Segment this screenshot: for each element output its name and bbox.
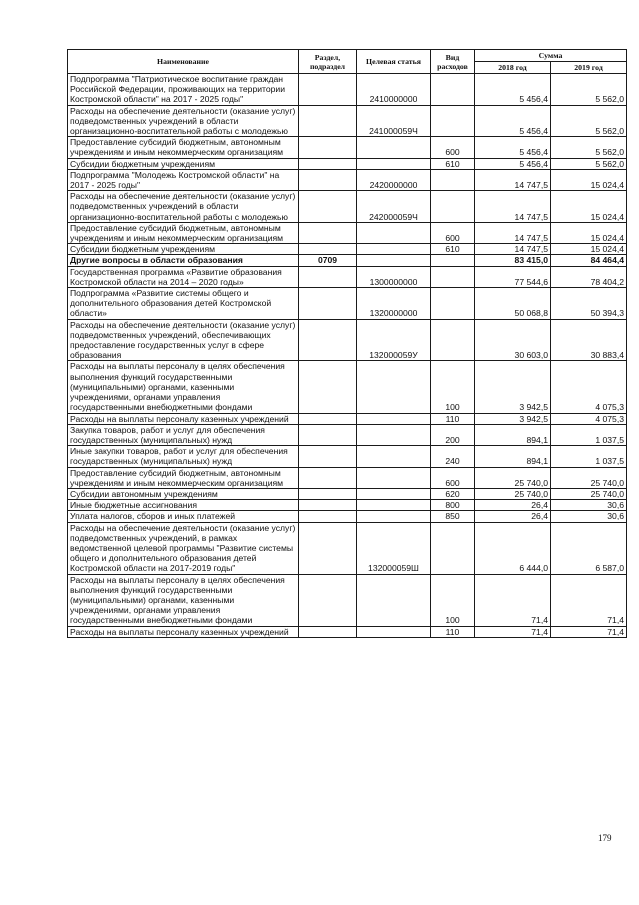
table-row [68,361,627,413]
cell-name: Подпрограмма "Молодежь Костромской области" на 2017 - 2025 годы" [68,169,299,190]
cell-section [299,319,357,361]
table-row [68,500,627,511]
cell-target [357,467,431,488]
cell-name: Подпрограмма «Развитие системы общего и дополнительного образования детей Костромской области» [68,288,299,320]
cell-kind [431,255,475,266]
cell-name: Расходы на выплаты персоналу в целях обеспечения выполнения функций государственными (муниципальными) органами, казенными учреждениями, органами управления государственными внебюджетными фондами [68,574,299,626]
cell-kind: 600 [431,222,475,243]
cell-section [299,288,357,320]
table-row [68,522,627,574]
cell-target [357,244,431,255]
table-row [68,511,627,522]
cell-2019: 50 394,3 [551,288,627,320]
cell-section [299,488,357,499]
cell-2019: 1 037,5 [551,424,627,445]
table-row [68,266,627,287]
header-target: Целевая статья [357,50,431,74]
cell-section [299,137,357,158]
cell-target: 2410000000 [357,74,431,106]
cell-kind [431,191,475,223]
cell-2019: 71,4 [551,626,627,637]
cell-kind [431,105,475,137]
cell-name: Расходы на обеспечение деятельности (оказание услуг) подведомственных учреждений, в рамках ведомственной целевой программы "Развитие системы общего и дополнительного образования детей Костромской области на 2017-2019 годы" [68,522,299,574]
cell-2018: 3 942,5 [475,361,551,413]
cell-2018: 14 747,5 [475,169,551,190]
table-row [68,288,627,320]
cell-kind: 600 [431,467,475,488]
header-sum: Сумма [475,50,627,62]
cell-kind: 110 [431,626,475,637]
cell-name: Предоставление субсидий бюджетным, автономным учреждениям и иным некоммерческим организациям [68,467,299,488]
cell-section [299,574,357,626]
cell-kind [431,266,475,287]
cell-2018: 26,4 [475,500,551,511]
cell-2019: 30 883,4 [551,319,627,361]
table-header [68,50,627,74]
cell-name: Подпрограмма "Патриотическое воспитание граждан Российской Федерации, проживающих на территории Костромской области" на 2017 - 2025 годы" [68,74,299,106]
cell-name: Расходы на обеспечение деятельности (оказание услуг) подведомственных учреждений в области организационно-воспитательной работы с молодежью [68,191,299,223]
cell-section [299,511,357,522]
cell-target [357,488,431,499]
cell-2018: 30 603,0 [475,319,551,361]
cell-section [299,424,357,445]
cell-2019: 5 562,0 [551,137,627,158]
cell-name: Субсидии бюджетным учреждениям [68,244,299,255]
cell-2019: 71,4 [551,574,627,626]
table-row [68,244,627,255]
cell-kind [431,74,475,106]
table-row [68,158,627,169]
cell-2018: 71,4 [475,626,551,637]
cell-2019: 5 562,0 [551,74,627,106]
cell-target [357,511,431,522]
cell-2019: 15 024,4 [551,222,627,243]
table-row [68,105,627,137]
cell-name: Расходы на выплаты персоналу в целях обеспечения выполнения функций государственными (муниципальными) органами, казенными учреждениями, органами управления государственными внебюджетными фондами [68,361,299,413]
cell-2018: 25 740,0 [475,467,551,488]
page-number: 179 [598,833,612,843]
cell-name: Расходы на обеспечение деятельности (оказание услуг) подведомственных учреждений в области организационно-воспитательной работы с молодежью [68,105,299,137]
cell-kind: 610 [431,158,475,169]
cell-2019: 6 587,0 [551,522,627,574]
cell-target [357,413,431,424]
cell-section [299,361,357,413]
cell-section [299,626,357,637]
table-row [68,446,627,467]
cell-name: Закупка товаров, работ и услуг для обеспечения государственных (муниципальных) нужд [68,424,299,445]
cell-target [357,361,431,413]
table-row [68,413,627,424]
cell-name: Субсидии автономным учреждениям [68,488,299,499]
cell-target [357,626,431,637]
cell-2018: 26,4 [475,511,551,522]
cell-section [299,169,357,190]
cell-kind: 200 [431,424,475,445]
cell-target: 2420000000 [357,169,431,190]
cell-kind: 620 [431,488,475,499]
cell-2019: 25 740,0 [551,488,627,499]
cell-section [299,222,357,243]
cell-2019: 5 562,0 [551,105,627,137]
cell-2018: 50 068,8 [475,288,551,320]
cell-2019: 78 404,2 [551,266,627,287]
cell-target [357,158,431,169]
cell-name: Государственная программа «Развитие образования Костромской области на 2014 – 2020 годы» [68,266,299,287]
cell-name: Уплата налогов, сборов и иных платежей [68,511,299,522]
table-row [68,74,627,106]
cell-2018: 14 747,5 [475,222,551,243]
cell-name: Расходы на выплаты персоналу казенных учреждений [68,413,299,424]
cell-name: Расходы на обеспечение деятельности (оказание услуг) подведомственных учреждений, обеспечивающих предоставление государственных услуг в сфере образования [68,319,299,361]
cell-section [299,266,357,287]
cell-kind: 100 [431,574,475,626]
cell-2019: 84 464,4 [551,255,627,266]
cell-kind: 600 [431,137,475,158]
cell-target [357,137,431,158]
cell-2019: 1 037,5 [551,446,627,467]
cell-kind [431,169,475,190]
cell-target: 1320000000 [357,288,431,320]
cell-2019: 15 024,4 [551,191,627,223]
cell-target [357,424,431,445]
cell-target [357,255,431,266]
cell-section [299,105,357,137]
cell-2018: 77 544,6 [475,266,551,287]
cell-2018: 71,4 [475,574,551,626]
cell-section [299,446,357,467]
cell-section: 0709 [299,255,357,266]
cell-section [299,74,357,106]
cell-2018: 5 456,4 [475,158,551,169]
cell-kind: 610 [431,244,475,255]
cell-kind: 110 [431,413,475,424]
cell-2019: 15 024,4 [551,244,627,255]
cell-section [299,413,357,424]
cell-2018: 5 456,4 [475,137,551,158]
cell-2018: 83 415,0 [475,255,551,266]
cell-2018: 14 747,5 [475,244,551,255]
budget-table [67,49,627,638]
table-row [68,574,627,626]
cell-name: Предоставление субсидий бюджетным, автономным учреждениям и иным некоммерческим организациям [68,222,299,243]
cell-2019: 30,6 [551,500,627,511]
cell-kind [431,288,475,320]
cell-2018: 5 456,4 [475,74,551,106]
cell-2018: 5 456,4 [475,105,551,137]
cell-2019: 4 075,3 [551,413,627,424]
cell-kind: 240 [431,446,475,467]
header-kind: Вид расходов [431,50,475,74]
table-row [68,169,627,190]
cell-kind [431,319,475,361]
table-row [68,488,627,499]
cell-section [299,467,357,488]
cell-section [299,244,357,255]
cell-2018: 3 942,5 [475,413,551,424]
cell-target: 132000059Ш [357,522,431,574]
table-row [68,191,627,223]
cell-target: 241000059Ч [357,105,431,137]
table-row [68,424,627,445]
header-year-2019: 2019 год [551,62,627,74]
cell-target [357,222,431,243]
cell-section [299,500,357,511]
cell-target [357,574,431,626]
cell-target: 242000059Ч [357,191,431,223]
table-body [68,74,627,638]
table-row [68,222,627,243]
cell-kind: 100 [431,361,475,413]
cell-name: Иные бюджетные ассигнования [68,500,299,511]
header-section: Раздел, подраздел [299,50,357,74]
cell-target [357,500,431,511]
cell-section [299,158,357,169]
cell-section [299,522,357,574]
cell-2019: 25 740,0 [551,467,627,488]
table-row [68,626,627,637]
table-row [68,319,627,361]
cell-kind [431,522,475,574]
header-year-2018: 2018 год [475,62,551,74]
cell-2019: 5 562,0 [551,158,627,169]
cell-target: 132000059У [357,319,431,361]
cell-2018: 894,1 [475,446,551,467]
cell-2018: 894,1 [475,424,551,445]
cell-target [357,446,431,467]
cell-kind: 800 [431,500,475,511]
table-row [68,137,627,158]
cell-2019: 15 024,4 [551,169,627,190]
cell-2018: 6 444,0 [475,522,551,574]
cell-name: Расходы на выплаты персоналу казенных учреждений [68,626,299,637]
cell-name: Субсидии бюджетным учреждениям [68,158,299,169]
cell-name: Другие вопросы в области образования [68,255,299,266]
cell-kind: 850 [431,511,475,522]
cell-target: 1300000000 [357,266,431,287]
cell-2018: 14 747,5 [475,191,551,223]
cell-2019: 4 075,3 [551,361,627,413]
table-row [68,467,627,488]
cell-name: Иные закупки товаров, работ и услуг для обеспечения государственных (муниципальных) нужд [68,446,299,467]
cell-2019: 30,6 [551,511,627,522]
header-name: Наименование [68,50,299,74]
table-row [68,255,627,266]
cell-name: Предоставление субсидий бюджетным, автономным учреждениям и иным некоммерческим организациям [68,137,299,158]
cell-section [299,191,357,223]
cell-2018: 25 740,0 [475,488,551,499]
